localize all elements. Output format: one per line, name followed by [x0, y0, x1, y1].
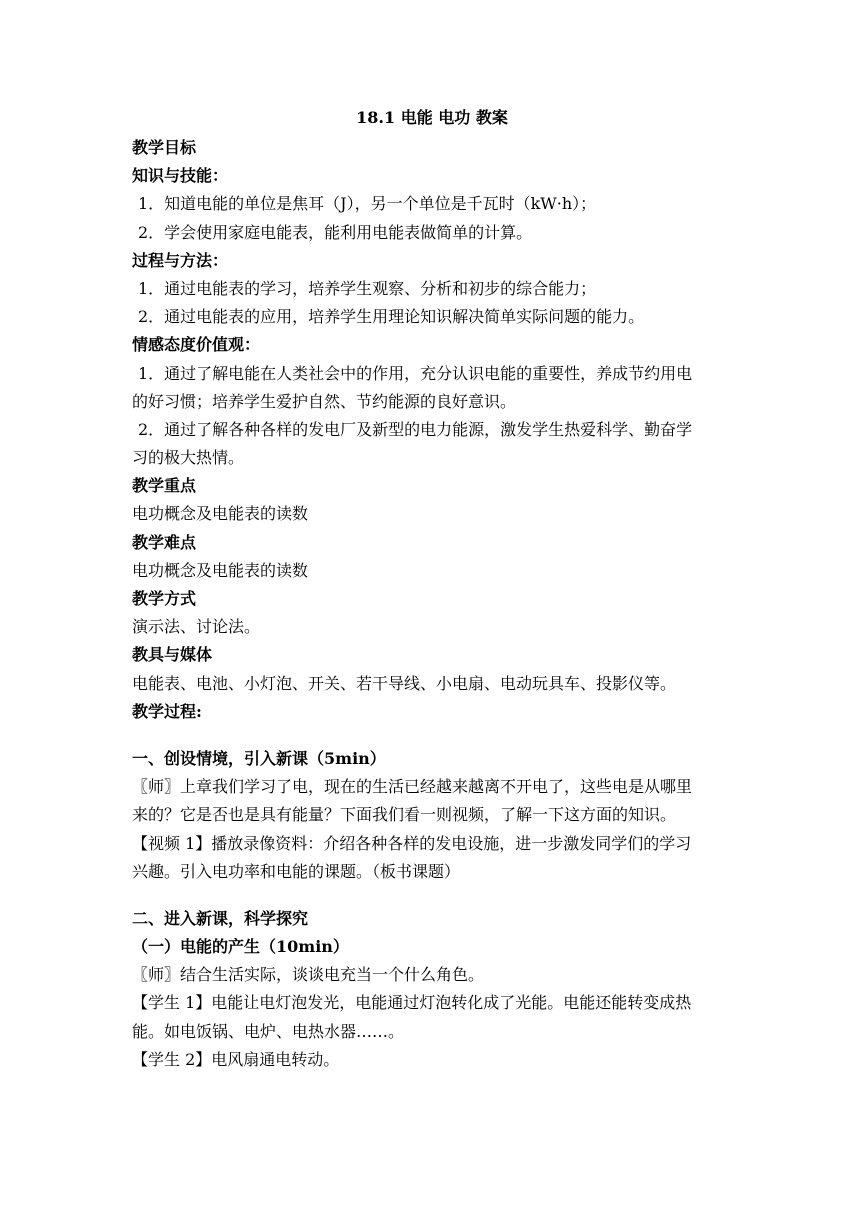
paragraph-line: 2．通过了解各种各样的发电厂及新型的电力能源，激发学生热爱科学、勤奋学 [138, 419, 693, 439]
paragraph-line: 1．通过了解电能在人类社会中的作用，充分认识电能的重要性，养成节约用电 [138, 363, 693, 383]
document-title: 18.1 电能 电功 教案 [356, 108, 508, 127]
heading-difficult-points: 教学难点 [132, 532, 197, 552]
heading-teaching-goals: 教学目标 [132, 138, 197, 157]
paragraph-line: 2．学会使用家庭电能表，能利用电能表做简单的计算。 [138, 222, 533, 242]
paragraph-line: 能。如电饭锅、电炉、电热水器……。 [132, 1021, 405, 1041]
paragraph-line: 1．知道电能的单位是焦耳（J），另一个单位是千瓦时（kW·h）； [138, 194, 597, 214]
paragraph-line: 〖师〗上章我们学习了电，现在的生活已经越来越离不开电了，这些电是从哪里 [132, 777, 693, 797]
blank-gap [132, 726, 732, 745]
heading-emotional-values: 情感态度价值观： [132, 335, 261, 355]
paragraph-line: 来的？它是否也是具有能量？下面我们看一则视频，了解一下这方面的知识。 [132, 805, 677, 825]
blank-gap [132, 886, 732, 905]
paragraph-line: 电能表、电池、小灯泡、开关、若干导线、小电扇、电动玩具车、投影仪等。 [132, 673, 677, 693]
heading-teaching-methods: 教学方式 [132, 589, 197, 608]
heading-knowledge-skills: 知识与技能： [132, 166, 229, 186]
paragraph-line: 兴趣。引入电功率和电能的课题。（板书课题） [132, 861, 461, 881]
heading-process-methods: 过程与方法： [132, 250, 229, 270]
paragraph-line: 【学生 2】电风扇通电转动。 [132, 1049, 340, 1069]
heading-tools-media: 教具与媒体 [132, 645, 213, 665]
paragraph-line: 的好习惯；培养学生爱护自然、节约能源的良好意识。 [132, 391, 517, 411]
paragraph-line: 电功概念及电能表的读数 [132, 504, 309, 524]
heading-key-points: 教学重点 [132, 476, 197, 496]
paragraph-line: 1．通过电能表的学习，培养学生观察、分析和初步的综合能力； [138, 278, 597, 298]
paragraph-line: 演示法、讨论法。 [132, 617, 261, 637]
section-heading-2: 二、进入新课，科学探究 [132, 908, 309, 928]
section-heading-1: 一、创设情境，引入新课（5min） [132, 748, 386, 768]
heading-teaching-process: 教学过程: [132, 701, 202, 721]
subsection-heading: （一）电能的产生（10min） [132, 937, 349, 957]
paragraph-line: 习的极大热情。 [132, 448, 245, 468]
paragraph-line: 电功概念及电能表的读数 [132, 560, 309, 580]
paragraph-line: 〖师〗结合生活实际，谈谈电充当一个什么角色。 [132, 965, 485, 985]
paragraph-line: 2．通过电能表的应用，培养学生用理论知识解决简单实际问题的能力。 [138, 307, 645, 327]
paragraph-line: 【学生 1】电能让电灯泡发光，电能通过灯泡转化成了光能。电能还能转变成热 [132, 993, 692, 1013]
lesson-plan-document [132, 104, 732, 1074]
paragraph-line: 【视频 1】播放录像资料：介绍各种各样的发电设施，进一步激发同学们的学习 [132, 833, 692, 853]
